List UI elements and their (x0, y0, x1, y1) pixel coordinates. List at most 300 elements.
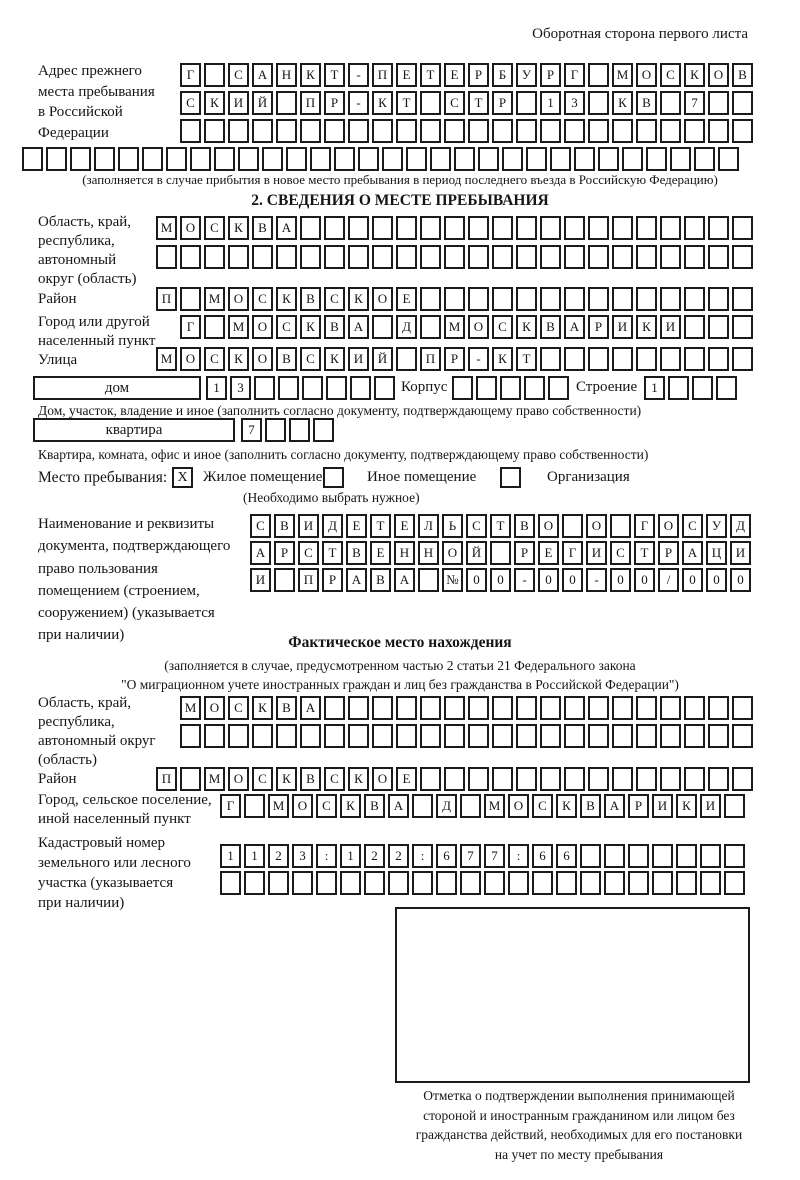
char-cell[interactable]: В (274, 514, 295, 538)
char-cell[interactable]: О (468, 315, 489, 339)
char-cell[interactable]: И (652, 794, 673, 818)
char-cell[interactable]: К (516, 315, 537, 339)
char-cell[interactable] (492, 724, 513, 748)
char-cell[interactable]: П (420, 347, 441, 371)
char-cell[interactable] (252, 245, 273, 269)
char-cell[interactable] (484, 871, 505, 895)
char-cell[interactable] (732, 119, 753, 143)
char-cell[interactable]: О (180, 216, 201, 240)
char-cell[interactable] (540, 119, 561, 143)
char-cell[interactable] (684, 724, 705, 748)
char-cell[interactable] (636, 767, 657, 791)
char-cell[interactable]: М (484, 794, 505, 818)
char-cell[interactable] (444, 696, 465, 720)
char-cell[interactable]: Е (444, 63, 465, 87)
char-cell[interactable]: 0 (562, 568, 583, 592)
char-cell[interactable]: О (228, 287, 249, 311)
char-cell[interactable]: В (300, 767, 321, 791)
char-cell[interactable]: М (612, 63, 633, 87)
char-cell[interactable] (660, 245, 681, 269)
char-cell[interactable] (396, 245, 417, 269)
char-cell[interactable] (436, 871, 457, 895)
char-cell[interactable]: 7 (241, 418, 262, 442)
char-cell[interactable]: С (204, 216, 225, 240)
char-cell[interactable]: 1 (340, 844, 361, 868)
cadastral-row-1[interactable] (220, 844, 748, 868)
char-cell[interactable] (94, 147, 115, 171)
char-cell[interactable]: С (324, 287, 345, 311)
char-cell[interactable] (684, 216, 705, 240)
char-cell[interactable] (588, 91, 609, 115)
city-row[interactable] (180, 315, 756, 339)
char-cell[interactable] (358, 147, 379, 171)
char-cell[interactable] (372, 216, 393, 240)
char-cell[interactable] (670, 147, 691, 171)
char-cell[interactable] (694, 147, 715, 171)
char-cell[interactable] (364, 871, 385, 895)
char-cell[interactable] (550, 147, 571, 171)
char-cell[interactable]: О (658, 514, 679, 538)
char-cell[interactable] (516, 216, 537, 240)
char-cell[interactable] (732, 91, 753, 115)
char-cell[interactable] (350, 376, 371, 400)
char-cell[interactable] (732, 347, 753, 371)
char-cell[interactable]: 1 (244, 844, 265, 868)
char-cell[interactable] (396, 724, 417, 748)
checkbox-organization[interactable] (500, 467, 521, 488)
char-cell[interactable] (324, 216, 345, 240)
prev-address-row-3[interactable] (180, 119, 756, 143)
char-cell[interactable] (166, 147, 187, 171)
document-row-1[interactable] (250, 514, 754, 538)
char-cell[interactable] (289, 418, 310, 442)
char-cell[interactable] (396, 216, 417, 240)
char-cell[interactable]: Т (396, 91, 417, 115)
char-cell[interactable] (276, 91, 297, 115)
char-cell[interactable]: Г (562, 541, 583, 565)
char-cell[interactable] (564, 287, 585, 311)
char-cell[interactable] (612, 767, 633, 791)
char-cell[interactable]: О (442, 541, 463, 565)
char-cell[interactable] (708, 724, 729, 748)
char-cell[interactable]: Т (468, 91, 489, 115)
char-cell[interactable] (300, 216, 321, 240)
char-cell[interactable]: - (348, 63, 369, 87)
char-cell[interactable] (636, 724, 657, 748)
char-cell[interactable]: 6 (436, 844, 457, 868)
char-cell[interactable]: Р (274, 541, 295, 565)
char-cell[interactable] (516, 119, 537, 143)
char-cell[interactable] (348, 696, 369, 720)
char-cell[interactable] (564, 245, 585, 269)
char-cell[interactable] (276, 119, 297, 143)
char-cell[interactable] (716, 376, 737, 400)
char-cell[interactable] (604, 871, 625, 895)
char-cell[interactable]: С (228, 63, 249, 87)
char-cell[interactable] (300, 119, 321, 143)
char-cell[interactable]: 0 (490, 568, 511, 592)
char-cell[interactable] (724, 871, 745, 895)
char-cell[interactable] (340, 871, 361, 895)
char-cell[interactable] (636, 347, 657, 371)
char-cell[interactable] (540, 245, 561, 269)
char-cell[interactable]: Р (324, 91, 345, 115)
char-cell[interactable]: 1 (644, 376, 665, 400)
char-cell[interactable]: - (586, 568, 607, 592)
char-cell[interactable]: К (276, 767, 297, 791)
char-cell[interactable]: Р (658, 541, 679, 565)
char-cell[interactable] (610, 514, 631, 538)
char-cell[interactable] (660, 119, 681, 143)
char-cell[interactable] (646, 147, 667, 171)
char-cell[interactable] (22, 147, 43, 171)
char-cell[interactable] (412, 871, 433, 895)
char-cell[interactable] (492, 767, 513, 791)
char-cell[interactable] (564, 767, 585, 791)
char-cell[interactable] (228, 119, 249, 143)
char-cell[interactable] (302, 376, 323, 400)
char-cell[interactable] (420, 287, 441, 311)
char-cell[interactable]: 0 (706, 568, 727, 592)
char-cell[interactable] (228, 724, 249, 748)
char-cell[interactable]: 1 (220, 844, 241, 868)
char-cell[interactable]: Е (346, 514, 367, 538)
char-cell[interactable]: 0 (538, 568, 559, 592)
char-cell[interactable] (516, 724, 537, 748)
char-cell[interactable]: О (538, 514, 559, 538)
char-cell[interactable] (468, 245, 489, 269)
char-cell[interactable] (430, 147, 451, 171)
document-row-2[interactable] (250, 541, 754, 565)
char-cell[interactable]: С (228, 696, 249, 720)
char-cell[interactable] (588, 287, 609, 311)
char-cell[interactable] (420, 91, 441, 115)
char-cell[interactable]: С (204, 347, 225, 371)
char-cell[interactable] (460, 871, 481, 895)
char-cell[interactable] (732, 767, 753, 791)
char-cell[interactable] (382, 147, 403, 171)
char-cell[interactable] (526, 147, 547, 171)
char-cell[interactable]: С (250, 514, 271, 538)
char-cell[interactable]: В (540, 315, 561, 339)
char-cell[interactable] (588, 63, 609, 87)
char-cell[interactable] (418, 568, 439, 592)
char-cell[interactable]: Д (322, 514, 343, 538)
char-cell[interactable] (420, 767, 441, 791)
char-cell[interactable]: С (444, 91, 465, 115)
char-cell[interactable]: С (316, 794, 337, 818)
char-cell[interactable]: Р (628, 794, 649, 818)
char-cell[interactable]: К (300, 63, 321, 87)
char-cell[interactable] (708, 315, 729, 339)
char-cell[interactable]: М (444, 315, 465, 339)
char-cell[interactable] (324, 724, 345, 748)
char-cell[interactable]: К (612, 91, 633, 115)
char-cell[interactable] (564, 119, 585, 143)
char-cell[interactable] (420, 119, 441, 143)
char-cell[interactable]: К (492, 347, 513, 371)
char-cell[interactable] (628, 844, 649, 868)
char-cell[interactable]: М (156, 347, 177, 371)
char-cell[interactable]: В (514, 514, 535, 538)
char-cell[interactable] (228, 245, 249, 269)
char-cell[interactable] (598, 147, 619, 171)
char-cell[interactable]: Л (418, 514, 439, 538)
street-row[interactable] (156, 347, 756, 371)
char-cell[interactable]: В (580, 794, 601, 818)
char-cell[interactable] (588, 696, 609, 720)
char-cell[interactable]: В (732, 63, 753, 87)
cadastral-row-2[interactable] (220, 871, 748, 895)
char-cell[interactable]: 0 (466, 568, 487, 592)
char-cell[interactable] (204, 119, 225, 143)
char-cell[interactable]: О (292, 794, 313, 818)
char-cell[interactable] (660, 347, 681, 371)
char-cell[interactable] (508, 871, 529, 895)
char-cell[interactable]: М (180, 696, 201, 720)
char-cell[interactable]: С (324, 767, 345, 791)
char-cell[interactable] (118, 147, 139, 171)
char-cell[interactable]: У (516, 63, 537, 87)
char-cell[interactable]: Т (516, 347, 537, 371)
char-cell[interactable]: П (156, 767, 177, 791)
char-cell[interactable] (492, 245, 513, 269)
region-row-1[interactable] (156, 216, 756, 240)
char-cell[interactable]: К (228, 216, 249, 240)
char-cell[interactable] (265, 418, 286, 442)
char-cell[interactable]: Д (436, 794, 457, 818)
char-cell[interactable]: М (228, 315, 249, 339)
char-cell[interactable]: К (276, 287, 297, 311)
char-cell[interactable]: Г (220, 794, 241, 818)
char-cell[interactable]: Т (634, 541, 655, 565)
char-cell[interactable] (268, 871, 289, 895)
char-cell[interactable] (214, 147, 235, 171)
char-cell[interactable]: Г (634, 514, 655, 538)
char-cell[interactable] (636, 119, 657, 143)
char-cell[interactable]: О (228, 767, 249, 791)
char-cell[interactable] (180, 724, 201, 748)
char-cell[interactable] (204, 315, 225, 339)
actual-district-row[interactable] (156, 767, 756, 791)
char-cell[interactable] (588, 767, 609, 791)
char-cell[interactable] (348, 216, 369, 240)
char-cell[interactable] (564, 216, 585, 240)
char-cell[interactable] (204, 724, 225, 748)
char-cell[interactable] (628, 871, 649, 895)
char-cell[interactable] (420, 696, 441, 720)
char-cell[interactable] (468, 724, 489, 748)
char-cell[interactable]: Й (252, 91, 273, 115)
char-cell[interactable] (516, 245, 537, 269)
char-cell[interactable] (660, 696, 681, 720)
char-cell[interactable]: И (586, 541, 607, 565)
char-cell[interactable]: О (586, 514, 607, 538)
char-cell[interactable] (540, 287, 561, 311)
char-cell[interactable] (444, 767, 465, 791)
char-cell[interactable]: А (388, 794, 409, 818)
char-cell[interactable] (708, 696, 729, 720)
char-cell[interactable]: Ь (442, 514, 463, 538)
char-cell[interactable] (180, 119, 201, 143)
char-cell[interactable]: К (324, 347, 345, 371)
char-cell[interactable]: Т (324, 63, 345, 87)
char-cell[interactable] (660, 91, 681, 115)
char-cell[interactable]: П (156, 287, 177, 311)
char-cell[interactable] (372, 245, 393, 269)
char-cell[interactable] (348, 724, 369, 748)
char-cell[interactable] (46, 147, 67, 171)
actual-city-row[interactable] (220, 794, 748, 818)
char-cell[interactable] (490, 541, 511, 565)
char-cell[interactable]: К (372, 91, 393, 115)
char-cell[interactable] (278, 376, 299, 400)
char-cell[interactable]: В (370, 568, 391, 592)
char-cell[interactable]: М (204, 767, 225, 791)
stroenie-row[interactable] (644, 376, 740, 400)
char-cell[interactable]: С (300, 347, 321, 371)
char-cell[interactable] (708, 245, 729, 269)
char-cell[interactable]: Е (538, 541, 559, 565)
char-cell[interactable]: С (252, 287, 273, 311)
district-row[interactable] (156, 287, 756, 311)
char-cell[interactable]: 6 (532, 844, 553, 868)
char-cell[interactable] (718, 147, 739, 171)
char-cell[interactable] (516, 767, 537, 791)
char-cell[interactable]: И (612, 315, 633, 339)
char-cell[interactable] (300, 724, 321, 748)
char-cell[interactable] (548, 376, 569, 400)
char-cell[interactable]: Р (468, 63, 489, 87)
char-cell[interactable]: 7 (460, 844, 481, 868)
char-cell[interactable]: С (610, 541, 631, 565)
char-cell[interactable]: 3 (292, 844, 313, 868)
char-cell[interactable]: / (658, 568, 679, 592)
char-cell[interactable] (238, 147, 259, 171)
char-cell[interactable]: Т (490, 514, 511, 538)
char-cell[interactable]: М (156, 216, 177, 240)
char-cell[interactable]: : (412, 844, 433, 868)
char-cell[interactable] (372, 119, 393, 143)
char-cell[interactable]: Р (514, 541, 535, 565)
char-cell[interactable]: В (346, 541, 367, 565)
char-cell[interactable]: 0 (682, 568, 703, 592)
char-cell[interactable] (420, 245, 441, 269)
char-cell[interactable] (676, 844, 697, 868)
char-cell[interactable]: Т (322, 541, 343, 565)
char-cell[interactable] (580, 871, 601, 895)
char-cell[interactable] (516, 696, 537, 720)
char-cell[interactable]: О (508, 794, 529, 818)
char-cell[interactable]: Й (466, 541, 487, 565)
char-cell[interactable]: С (492, 315, 513, 339)
char-cell[interactable] (732, 287, 753, 311)
char-cell[interactable] (396, 119, 417, 143)
char-cell[interactable]: М (268, 794, 289, 818)
char-cell[interactable] (574, 147, 595, 171)
char-cell[interactable]: Ц (706, 541, 727, 565)
char-cell[interactable]: С (252, 767, 273, 791)
char-cell[interactable] (652, 871, 673, 895)
char-cell[interactable]: А (604, 794, 625, 818)
char-cell[interactable] (252, 724, 273, 748)
char-cell[interactable]: Н (418, 541, 439, 565)
char-cell[interactable]: К (252, 696, 273, 720)
char-cell[interactable]: И (660, 315, 681, 339)
char-cell[interactable]: С (180, 91, 201, 115)
char-cell[interactable]: К (300, 315, 321, 339)
char-cell[interactable]: К (636, 315, 657, 339)
char-cell[interactable]: А (346, 568, 367, 592)
char-cell[interactable]: А (250, 541, 271, 565)
char-cell[interactable] (708, 287, 729, 311)
char-cell[interactable] (622, 147, 643, 171)
char-cell[interactable]: Д (396, 315, 417, 339)
char-cell[interactable]: К (556, 794, 577, 818)
char-cell[interactable]: О (372, 767, 393, 791)
char-cell[interactable] (732, 216, 753, 240)
char-cell[interactable] (324, 245, 345, 269)
char-cell[interactable]: : (316, 844, 337, 868)
char-cell[interactable]: К (684, 63, 705, 87)
char-cell[interactable] (556, 871, 577, 895)
char-cell[interactable]: 6 (556, 844, 577, 868)
char-cell[interactable]: А (300, 696, 321, 720)
char-cell[interactable]: А (276, 216, 297, 240)
char-cell[interactable] (460, 794, 481, 818)
char-cell[interactable] (540, 216, 561, 240)
char-cell[interactable] (684, 696, 705, 720)
char-cell[interactable] (580, 844, 601, 868)
char-cell[interactable] (396, 696, 417, 720)
char-cell[interactable] (156, 245, 177, 269)
char-cell[interactable]: 2 (364, 844, 385, 868)
char-cell[interactable] (492, 696, 513, 720)
char-cell[interactable]: О (636, 63, 657, 87)
char-cell[interactable] (724, 844, 745, 868)
char-cell[interactable] (724, 794, 745, 818)
char-cell[interactable]: С (298, 541, 319, 565)
char-cell[interactable] (468, 287, 489, 311)
char-cell[interactable] (612, 245, 633, 269)
char-cell[interactable] (478, 147, 499, 171)
char-cell[interactable] (204, 245, 225, 269)
char-cell[interactable]: В (636, 91, 657, 115)
char-cell[interactable] (684, 287, 705, 311)
char-cell[interactable] (468, 696, 489, 720)
char-cell[interactable] (684, 119, 705, 143)
char-cell[interactable]: Р (322, 568, 343, 592)
char-cell[interactable] (636, 287, 657, 311)
char-cell[interactable] (708, 767, 729, 791)
char-cell[interactable] (313, 418, 334, 442)
char-cell[interactable]: К (676, 794, 697, 818)
char-cell[interactable] (372, 696, 393, 720)
char-cell[interactable]: 0 (730, 568, 751, 592)
char-cell[interactable] (388, 871, 409, 895)
char-cell[interactable] (452, 376, 473, 400)
char-cell[interactable]: К (348, 287, 369, 311)
char-cell[interactable] (334, 147, 355, 171)
char-cell[interactable]: 0 (610, 568, 631, 592)
char-cell[interactable] (326, 376, 347, 400)
char-cell[interactable] (588, 245, 609, 269)
char-cell[interactable] (276, 245, 297, 269)
char-cell[interactable] (612, 287, 633, 311)
char-cell[interactable] (684, 245, 705, 269)
char-cell[interactable] (708, 119, 729, 143)
char-cell[interactable] (276, 724, 297, 748)
